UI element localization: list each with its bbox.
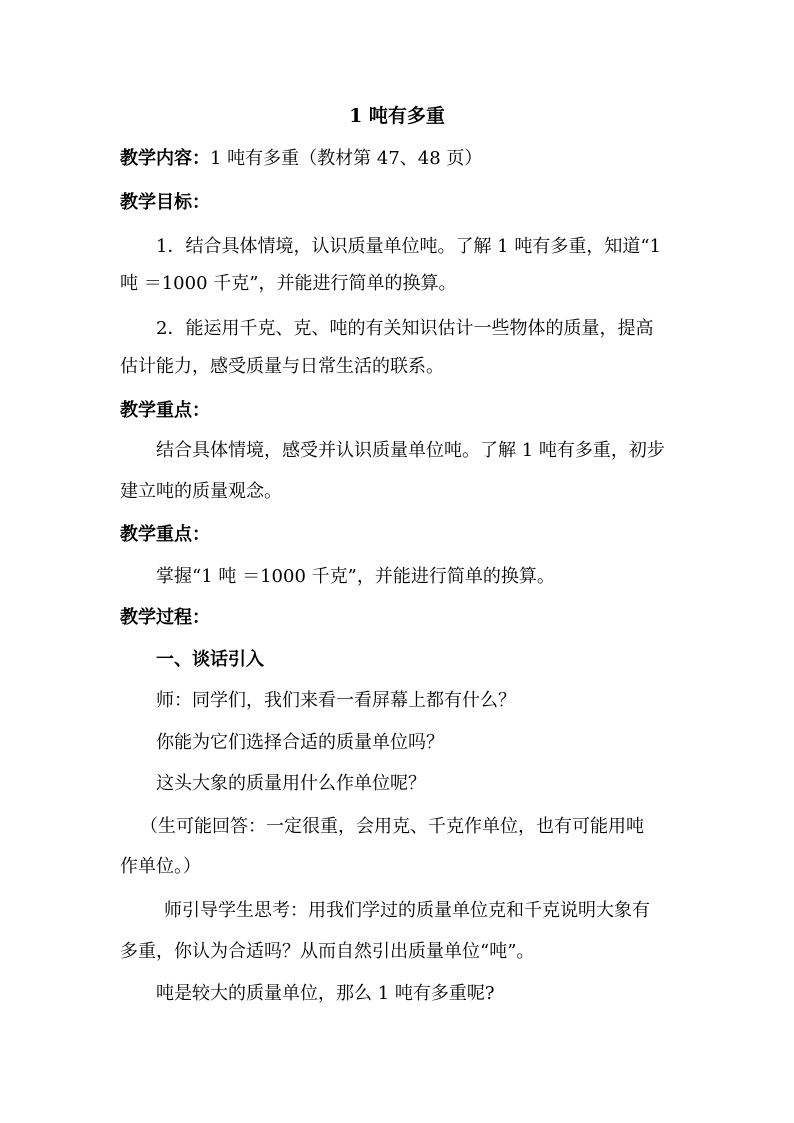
paragraph-6: 吨是较大的质量单位，那么 1 吨有多重呢? — [156, 983, 495, 1004]
paragraph-5-line-1: 师引导学生思考：用我们学过的质量单位克和千克说明大象有 — [164, 900, 650, 921]
key-points-2-line-1: 掌握“1 吨 ＝1000 千克”，并能进行简单的换算。 — [156, 566, 555, 587]
paragraph-5-line-2: 多重，你认为合适吗？从而自然引出质量单位“吨”。 — [120, 941, 535, 962]
teaching-process-heading: 教学过程： — [120, 607, 210, 628]
goal-2-line-2: 估计能力，感受质量与日常生活的联系。 — [120, 356, 444, 377]
key-points-line-2: 建立吨的质量观念。 — [120, 481, 282, 502]
goal-2-line-1: 2．能运用千克、克、吨的有关知识估计一些物体的质量，提高 — [156, 318, 654, 339]
key-points-2-heading: 教学重点： — [120, 524, 210, 545]
goal-1-line-2: 吨 ＝1000 千克”，并能进行简单的换算。 — [120, 273, 457, 294]
paragraph-3: 这头大象的质量用什么作单位呢？ — [156, 773, 426, 794]
paragraph-4-line-1: （生可能回答：一定很重，会用克、千克作单位，也有可能用吨 — [140, 816, 644, 837]
paragraph-1: 师：同学们，我们来看一看屏幕上都有什么？ — [156, 690, 516, 711]
section-1-heading: 一、谈话引入 — [156, 649, 264, 670]
key-points-heading: 教学重点： — [120, 400, 210, 421]
key-points-line-1: 结合具体情境，感受并认识质量单位吨。了解 1 吨有多重，初步 — [156, 440, 665, 461]
paragraph-2: 你能为它们选择合适的质量单位吗？ — [156, 732, 444, 753]
teaching-content-label: 教学内容： — [120, 148, 210, 169]
goal-1-line-1: 1．结合具体情境，认识质量单位吨。了解 1 吨有多重，知道“1 — [156, 236, 661, 257]
paragraph-4-line-2: 作单位。） — [120, 856, 201, 877]
teaching-content-text: 1 吨有多重（教材第 47、48 页） — [210, 148, 483, 169]
document-title: 1 吨有多重 — [349, 105, 445, 127]
teaching-goals-heading: 教学目标： — [120, 192, 210, 213]
teaching-content-line — [120, 147, 482, 171]
